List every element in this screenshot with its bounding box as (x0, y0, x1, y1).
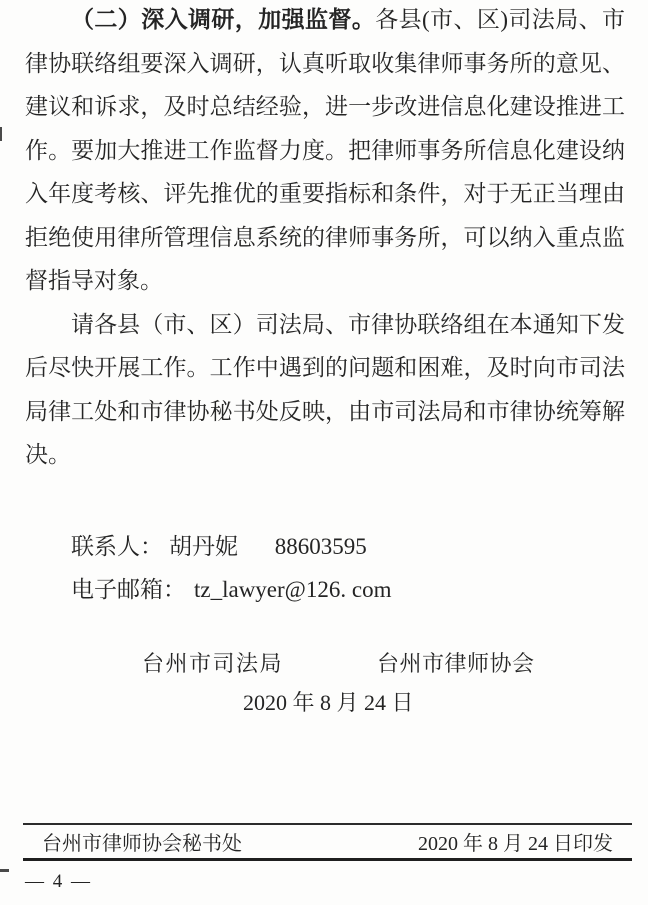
document-body (25, 0, 625, 612)
page-number: — 4 — (25, 871, 92, 892)
footer-print-date: 2020 年 8 月 24 日印发 (418, 833, 613, 855)
page-footer (42, 832, 613, 857)
signature-lawyers-association: 台州市律师协会 (377, 651, 535, 676)
contact-phone-number: 88603595 (274, 533, 367, 559)
scan-artifact-footer-mark (0, 869, 9, 872)
footer-top-rule (23, 823, 632, 825)
signature-date: 2020 年 8 月 24 日 (243, 690, 414, 715)
contact-email-label: 电子邮箱： (71, 577, 186, 602)
contact-person-name: 胡丹妮 (169, 533, 238, 559)
contact-person-line (25, 525, 625, 569)
footer-issuer: 台州市律师协会秘书处 (42, 833, 242, 855)
contact-person-label: 联系人： (71, 533, 163, 559)
paragraph-supervision-text: 各县(市、区)司法局、市律协联络组要深入调研，认真听取收集律师事务所的意见、建议和诉求，及时总结经验，进一步改进信息化建设推进工作。要加大推进工作监督力度。把律师事务所信息化建设纳入年度考核、评先推优的重要指标和条件，对于无正当理由拒绝使用律所管理信息系统的律师事务所，可以纳入重点监督指导对象。 (25, 7, 626, 293)
scan-artifact-mark (0, 127, 2, 141)
signature-justice-bureau: 台州市司法局 (142, 651, 284, 676)
paragraph-request (25, 303, 625, 477)
contact-email-address: tz_lawyer@126. com (194, 577, 392, 602)
paragraph-supervision (25, 0, 625, 303)
contact-email-line (25, 568, 625, 612)
signature-row (0, 648, 648, 680)
paragraph-supervision-lead: （二）深入调研，加强监督。 (71, 7, 376, 32)
paragraph-request-text: 请各县（市、区）司法局、市律协联络组在本通知下发后尽快开展工作。工作中遇到的问题和困难，及时向市司法局律工处和市律协秘书处反映，由市司法局和市律协统筹解决。 (25, 311, 625, 467)
contact-block (25, 525, 625, 612)
footer-bottom-rule (23, 858, 632, 861)
